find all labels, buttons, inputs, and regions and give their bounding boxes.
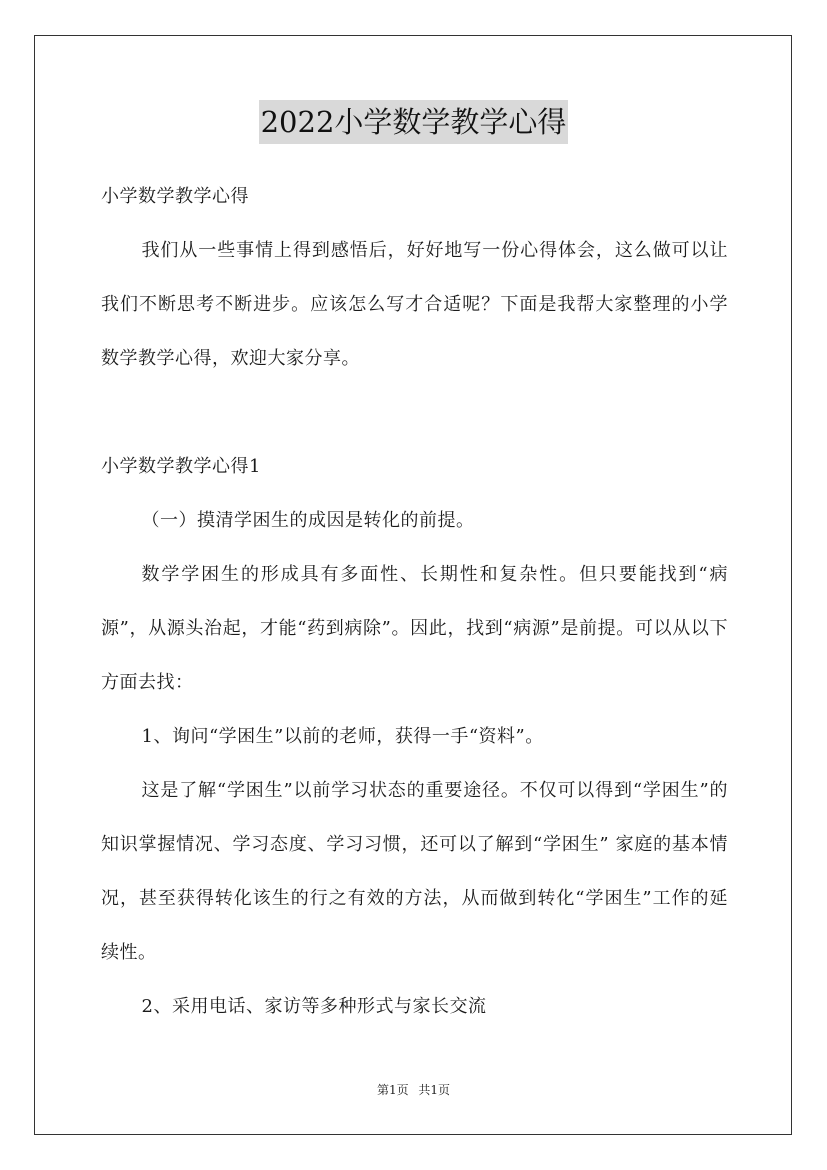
list-item-1: 1、询问“学困生”以前的老师，获得一手“资料”。: [141, 726, 544, 747]
page-footer: [0, 1081, 827, 1099]
document-body: [101, 170, 728, 1034]
page-total: 共1页: [418, 1083, 451, 1097]
page-number: 第1页: [376, 1083, 409, 1097]
section-heading: 小学数学教学心得: [101, 186, 249, 207]
body-paragraph: 数学学困生的形成具有多面性、长期性和复杂性。但只要能找到“病源”，从源头治起，才能“药到病除”。因此，找到“病源”是前提。可以从以下方面去找：: [101, 564, 728, 693]
list-item-2: 2、采用电话、家访等多种形式与家长交流: [141, 996, 487, 1017]
intro-paragraph: 我们从一些事情上得到感悟后，好好地写一份心得体会，这么做可以让我们不断思考不断进步。应该怎么写才合适呢？下面是我帮大家整理的小学数学教学心得，欢迎大家分享。: [101, 240, 728, 369]
blank-line: [101, 386, 728, 440]
title-wrapper: [0, 100, 827, 144]
document-title: 2022小学数学教学心得: [259, 100, 569, 144]
subheading-1: （一）摸清学困生的成因是转化的前提。: [141, 510, 475, 531]
body-paragraph: 这是了解“学困生”以前学习状态的重要途径。不仅可以得到“学困生”的知识掌握情况、学习态度、学习习惯，还可以了解到“学困生” 家庭的基本情况，甚至获得转化该生的行之有效的方法，从而做到转化“学困生”工作的延续性。: [101, 780, 728, 963]
section-heading-1: 小学数学教学心得1: [101, 456, 261, 477]
